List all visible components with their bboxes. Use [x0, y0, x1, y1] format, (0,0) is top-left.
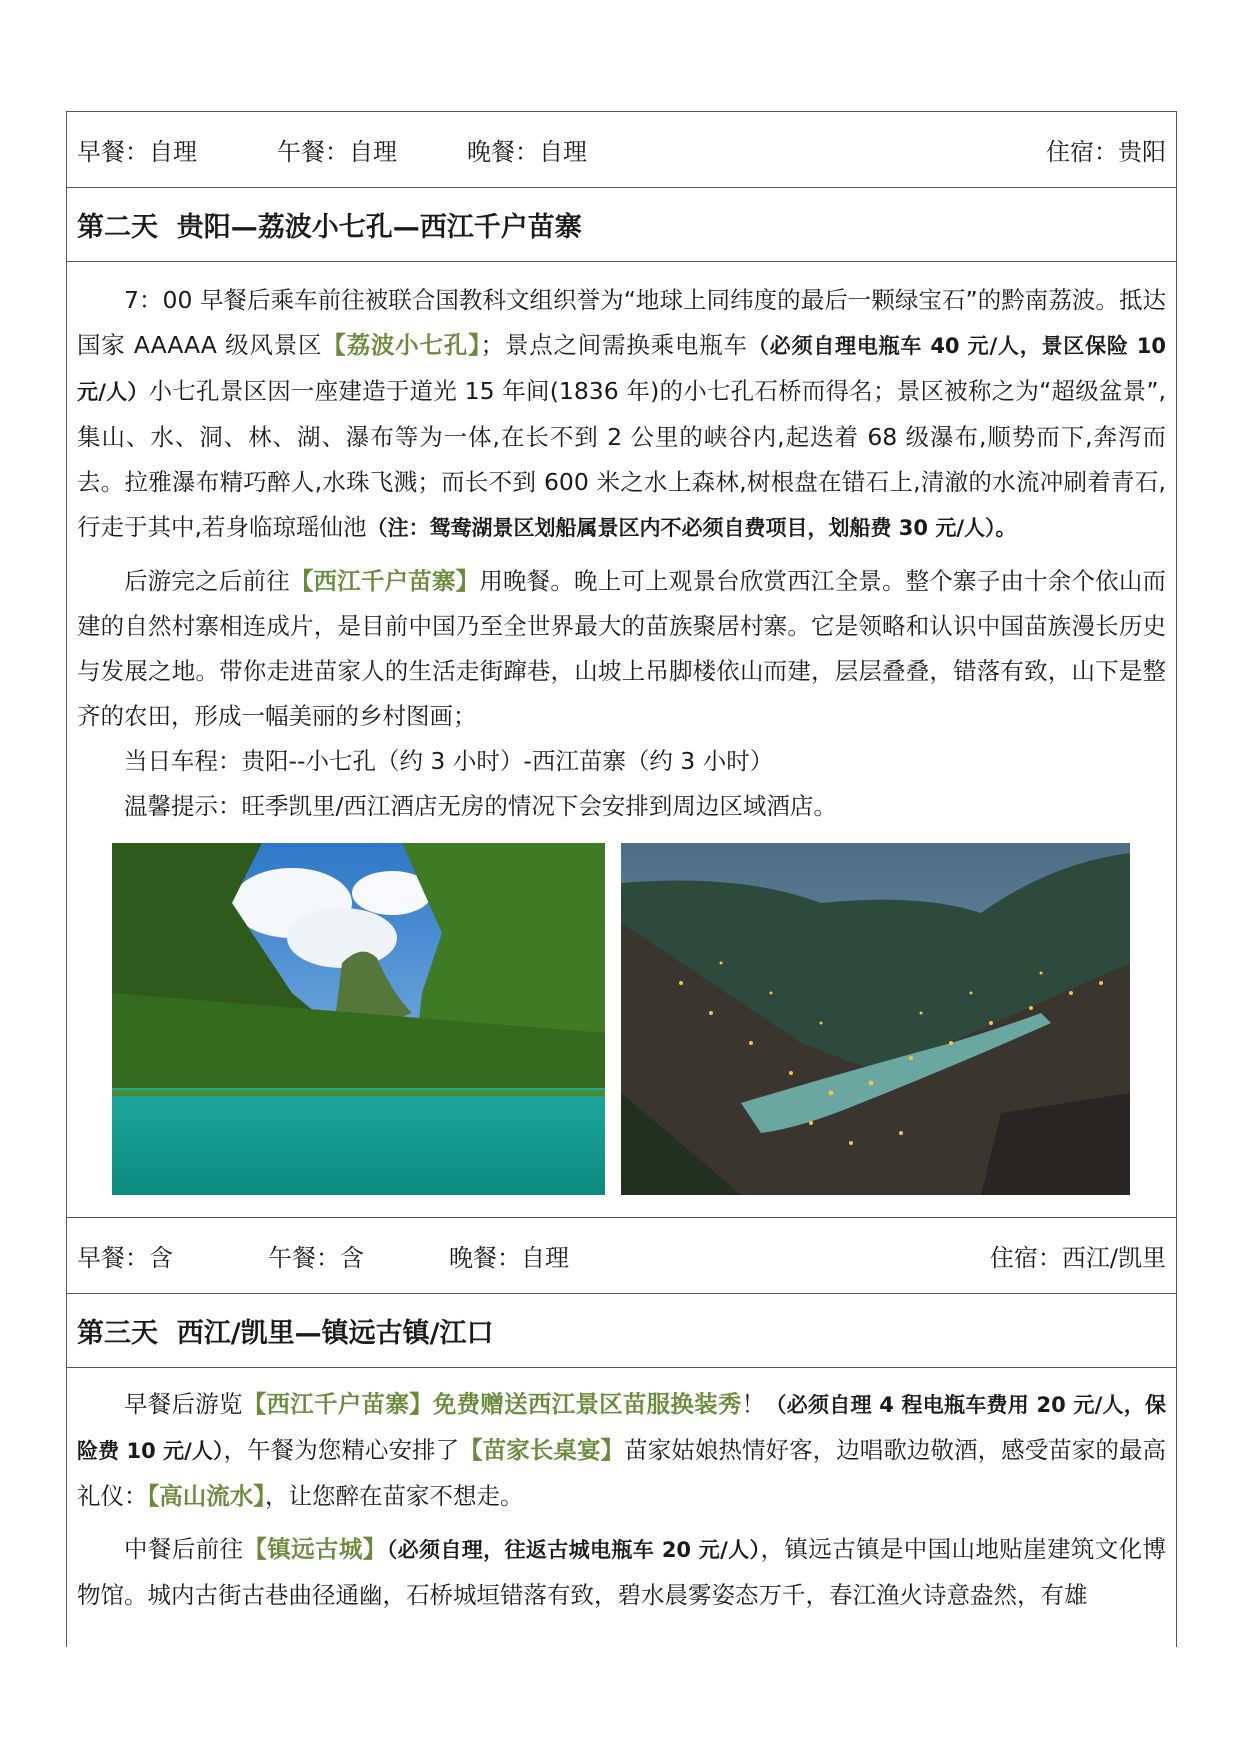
lunch-label: 午餐：含	[268, 1244, 364, 1272]
breakfast-label: 早餐：自理	[77, 138, 197, 166]
note-bold: （注：鸳鸯湖景区划船属景区内不必须自费项目，划船费 30 元/人）。	[366, 516, 1017, 540]
day2-title	[67, 188, 1176, 262]
day3-body	[67, 1368, 1176, 1618]
note-bold: （必须自理，往返古城电瓶车 20 元/人）	[386, 1538, 761, 1562]
text: ；景点之间需换乘电瓶车	[480, 331, 748, 359]
day2-paragraph-2	[77, 559, 1166, 739]
lunch-label: 午餐：自理	[277, 138, 397, 166]
text: ，让您醉在苗家不想走。	[265, 1482, 524, 1510]
text: 用晚餐。晚上可上观景台欣赏西江全景。整个寨子由十余个依山而建的自然村寨相连成片，是目前中国乃至全世界最大的苗族聚居村寨。它是领略和认识中国苗族漫长历史与发展之地。带你走进苗家人的生活走街蹿巷，山坡上吊脚楼依山而建，层层叠叠，错落有致，山下是整齐的农田，形成一幅美丽的乡村图画；	[77, 567, 1167, 730]
text: 7：00 早餐后乘车前往被联合国教科文组织誉为“地球上同纬度的最后一颗绿宝石”的黔南荔波。抵达国家 AAAAA 级风景区	[77, 286, 1166, 359]
lake-photo	[112, 843, 605, 1195]
dinner-label: 晚餐：自理	[449, 1244, 569, 1272]
meals-row-day1	[67, 112, 1176, 188]
meals-row-day2	[67, 1218, 1176, 1294]
itinerary-table	[66, 111, 1177, 1647]
text: ，午餐为您精心安排了	[223, 1436, 460, 1464]
highlight-xiaoqikong: 【荔波小七孔】	[322, 331, 481, 359]
day3-paragraph-1	[77, 1382, 1166, 1519]
highlight-xijiang: 【西江千户苗寨】	[289, 567, 480, 595]
day2-body	[67, 262, 1176, 1218]
breakfast-label: 早餐：含	[77, 1244, 173, 1272]
village-night-photo	[621, 843, 1130, 1195]
text: ，镇远古镇是中国山地贴崖建筑文化博物馆。城内古街古巷曲径通幽，石桥城垣错落有致，碧水晨雾姿态万千，春江渔火诗意盎然，有雄	[77, 1535, 1167, 1609]
dinner-label: 晚餐：自理	[467, 138, 587, 166]
note-bold: （必须自理 4 程电瓶车费用 20 元/人，保险费 10 元/人）	[77, 1393, 1167, 1463]
photo-row	[67, 829, 1166, 1217]
highlight-zhenyuan: 【镇远古城】	[243, 1535, 387, 1563]
text: 早餐后游览	[124, 1390, 243, 1418]
day3-paragraph-2	[77, 1527, 1166, 1618]
lodging-label: 住宿：西江/凯里	[989, 1244, 1166, 1272]
lodging-label: 住宿：贵阳	[1046, 138, 1166, 166]
day3-title	[67, 1294, 1176, 1368]
highlight-xijiang-costume: 【西江千户苗寨】免费赠送西江景区苗服换装秀	[242, 1390, 742, 1418]
day3-title-text: 第三天 西江/凯里—镇远古镇/江口	[77, 1318, 494, 1349]
tip-line: 温馨提示：旺季凯里/西江酒店无房的情况下会安排到周边区域酒店。	[124, 792, 837, 820]
highlight-gaoshan-liushui: 【高山流水】	[147, 1482, 265, 1510]
text: 中餐后前往	[124, 1535, 244, 1563]
text: ！	[741, 1390, 766, 1418]
text: 苗家姑娘热情好客，边唱歌边敬酒，感受苗家的最高礼仪：	[77, 1436, 1167, 1510]
text: 后游完之后前往	[124, 567, 290, 595]
route-line: 当日车程：贵阳--小七孔（约 3 小时）-西江苗寨（约 3 小时）	[124, 747, 774, 775]
day2-title-text: 第二天 贵阳—荔波小七孔—西江千户苗寨	[77, 212, 582, 243]
note-bold: （必须自理电瓶车 40 元/人，景区保险 10 元/人）	[77, 334, 1167, 404]
day2-paragraph-1	[77, 278, 1166, 551]
text: 小七孔景区因一座建造于道光 15 年间(1836 年)的小七孔石桥而得名；景区被称之为“超级盆景”,集山、水、洞、林、湖、瀑布等为一体,在长不到 2 公里的峡谷内,起迭着 68 级瀑布,顺势而下,奔泻而去。拉雅瀑布精巧醉人,水珠飞溅；而长不到 600 米之水上森林,树根盘在错石上,清澈的水流冲刷着青石,行走于其中,若身临琼瑶仙池	[77, 377, 1167, 541]
highlight-long-table-feast: 【苗家长桌宴】	[459, 1436, 625, 1464]
